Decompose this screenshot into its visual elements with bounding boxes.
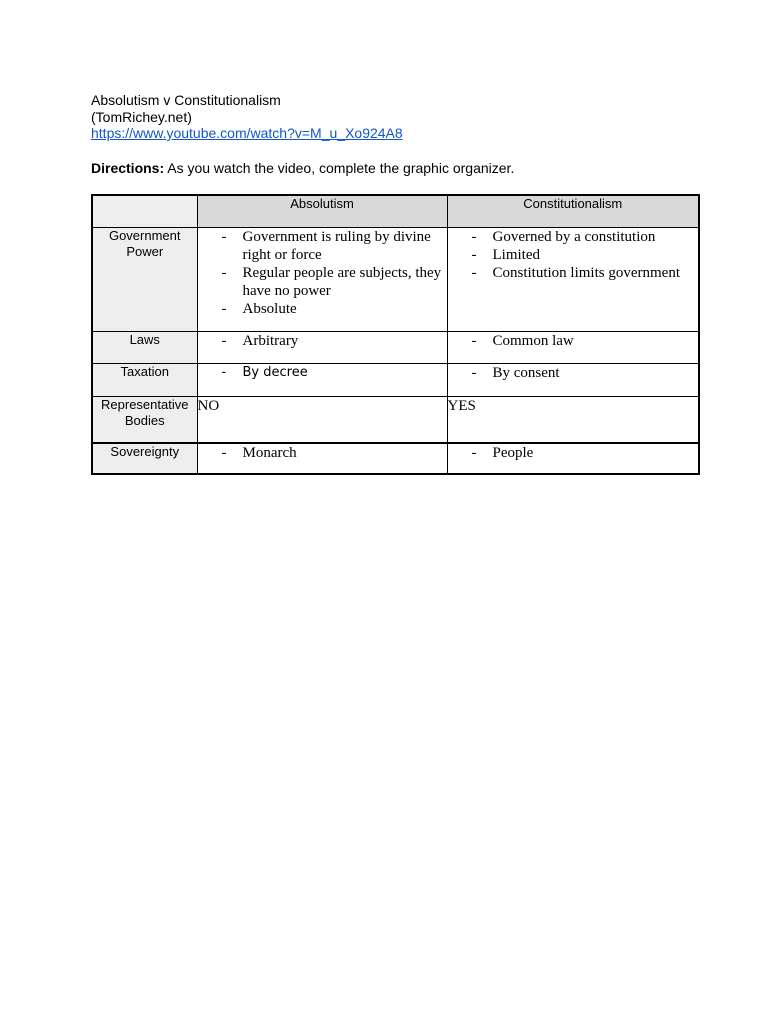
row-header-sovereignty: Sovereignty — [92, 443, 197, 474]
table-row — [92, 363, 699, 396]
constitutionalism-cell — [447, 227, 699, 331]
constitutionalism-cell: YES — [447, 396, 699, 443]
list-item: - Limited — [448, 246, 699, 264]
document-body — [91, 92, 698, 475]
list-item: - By decree — [198, 364, 447, 382]
list-item: - Monarch — [198, 444, 447, 462]
directions-label: Directions: — [91, 159, 165, 176]
header-row — [92, 195, 699, 228]
list-item: - Government is ruling by divine right or force — [198, 228, 447, 264]
row-header-government-power: Government Power — [92, 227, 197, 331]
list-item: - Arbitrary — [198, 332, 447, 350]
list-item: - Common law — [448, 332, 699, 350]
absolutism-cell: NO — [197, 396, 447, 443]
list-item: - By consent — [448, 364, 699, 382]
directions — [91, 159, 698, 177]
constitutionalism-cell — [447, 331, 699, 363]
table-row — [92, 396, 699, 443]
directions-text: As you watch the video, complete the graphic organizer. — [164, 159, 515, 176]
row-header-laws: Laws — [92, 331, 197, 363]
row-header-taxation: Taxation — [92, 363, 197, 396]
constitutionalism-cell — [447, 363, 699, 396]
source-credit: (TomRichey.net) — [91, 108, 192, 125]
list-item: - Governed by a constitution — [448, 228, 699, 246]
column-header-constitutionalism: Constitutionalism — [447, 195, 699, 228]
absolutism-cell — [197, 363, 447, 396]
table-row — [92, 227, 699, 331]
absolutism-cell — [197, 331, 447, 363]
table-row — [92, 443, 699, 474]
absolutism-cell — [197, 443, 447, 474]
row-header-representative-bodies: Representative Bodies — [92, 396, 197, 443]
list-item: - Constitution limits government — [448, 264, 699, 282]
list-item: - Absolute — [198, 300, 447, 318]
list-item: - People — [448, 444, 699, 462]
column-header-absolutism: Absolutism — [197, 195, 447, 228]
document-title: Absolutism v Constitutionalism — [91, 92, 281, 108]
absolutism-cell — [197, 227, 447, 331]
constitutionalism-cell — [447, 443, 699, 474]
list-item: - Regular people are subjects, they have no power — [198, 264, 447, 300]
corner-cell — [92, 195, 197, 228]
table-row — [92, 331, 699, 363]
graphic-organizer-table — [91, 194, 700, 476]
video-link[interactable]: https://www.youtube.com/watch?v=M_u_Xo924A8 — [91, 125, 403, 141]
